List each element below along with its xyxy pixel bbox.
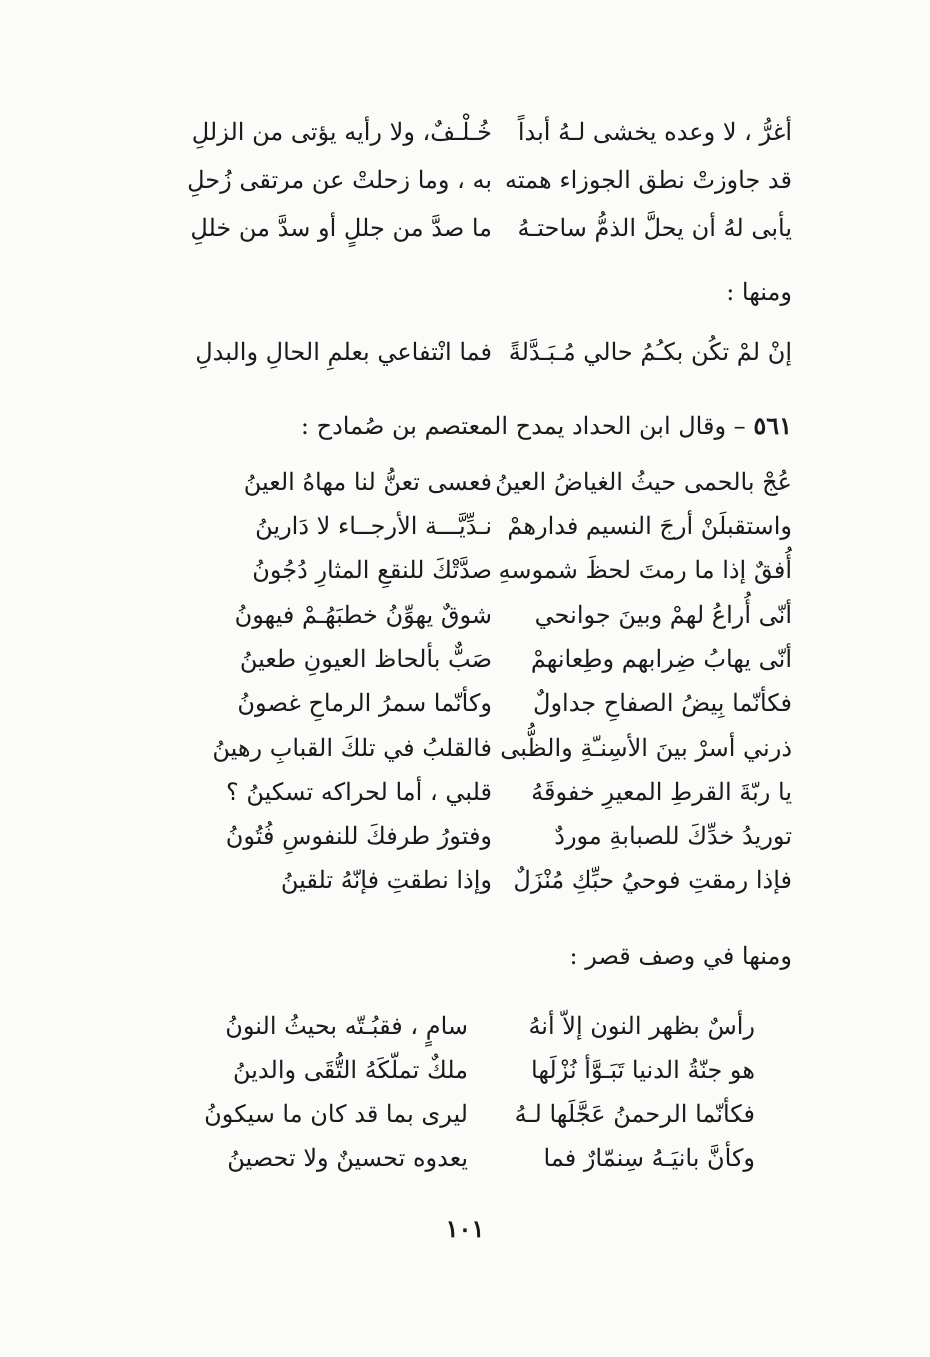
verse-first-hemistich: قد جاوزتْ نطق الجوزاء همته <box>505 166 792 194</box>
verse-second-hemistich: قلبي ، أما لحراكه تسكينُ ؟ <box>226 778 492 806</box>
verse-second-hemistich: نـدِّيَّـــة الأرجــاء لا دَارينُ <box>255 512 492 540</box>
verse-first-hemistich: أنّى أُراعُ لهمْ وبينَ جوانحي <box>534 601 792 629</box>
verse-first-hemistich: يا ربّةَ القرطِ المعيرِ خفوقَهُ <box>531 778 792 806</box>
verse-first-hemistich: فكأنّما بِيضُ الصفاحِ جداولٌ <box>533 689 792 717</box>
verse-first-hemistich: فإذا رمقتِ فوحيُ حبِّكِ مُنْزَلٌ <box>513 866 792 894</box>
verse-second-hemistich: وفتورُ طرفكَ للنفوسِ فُتُونُ <box>225 822 492 850</box>
verse-first-hemistich: توريدُ خدِّكَ للصبابةِ موردٌ <box>554 822 792 850</box>
verse-second-hemistich: خُـلْـفٌ، ولا رأيه يؤتى من الزللِ <box>191 118 492 146</box>
verse-second-hemistich: فعسى تعنُّ لنا مهاهُ العينُ <box>243 468 492 496</box>
verse-second-hemistich: يعدوه تحسينٌ ولا تحصينُ <box>227 1144 468 1172</box>
verse-first-hemistich: هو جنّةُ الدنيا تَبَـوَّأ نُزْلَها <box>531 1056 755 1084</box>
verse-first-hemistich: ذرني أسرْ بينَ الأسِنـّةِ والظُّبى <box>500 734 792 762</box>
verse-second-hemistich: به ، وما زحلتْ عن مرتقى زُحلِ <box>187 166 492 194</box>
section-label: ومنها في وصف قصر : <box>569 942 792 970</box>
verse-second-hemistich: فما انْتفاعي بعلمِ الحالِ والبدلِ <box>195 338 492 366</box>
page-number: ١٠١ <box>445 1214 485 1243</box>
verse-second-hemistich: فالقلبُ في تلكَ القبابِ رهينُ <box>212 734 492 762</box>
verse-first-hemistich: أغرُّ ، لا وعده يخشى لـهُ أبداً <box>517 118 792 146</box>
verse-second-hemistich: وكأنّما سمرُ الرماحِ غصونُ <box>237 689 492 717</box>
poem-heading <box>300 411 792 440</box>
verse-first-hemistich: فكأنّما الرحمنُ عَجَّلَها لـهُ <box>514 1100 755 1128</box>
verse-first-hemistich: رأسٌ بظهر النون إلاّ أنهُ <box>528 1012 755 1040</box>
verse-second-hemistich: ما صدَّ من جللٍ أو سدَّ من خللِ <box>190 214 492 242</box>
verse-second-hemistich: ملكٌ تملّكَهُ التُّقَى والدينُ <box>232 1056 468 1084</box>
verse-second-hemistich: سامٍ ، فقبُـتّه بحيثُ النونُ <box>225 1012 468 1040</box>
section-label: ومنها : <box>726 278 792 306</box>
verse-second-hemistich: ليرى بما قد كان ما سيكونُ <box>204 1100 468 1128</box>
poem-heading-text: – وقال ابن الحداد يمدح المعتصم بن صُمادح : <box>300 412 746 440</box>
verse-first-hemistich: عُجْ بالحمى حيثُ الغياضُ العينُ <box>495 468 792 496</box>
verse-first-hemistich: يأبى لهُ أن يحلَّ الذمُّ ساحتـهُ <box>517 214 792 242</box>
verse-second-hemistich: وإذا نطقتِ فإنّهُ تلقينُ <box>280 866 492 894</box>
poem-number: ٥٦١ <box>753 411 792 440</box>
verse-first-hemistich: وكأنَّ بانيَـهُ سِنمّارٌ فما <box>543 1144 755 1172</box>
verse-first-hemistich: أنّى يهابُ ضِرابهم وطِعانهمْ <box>530 645 792 673</box>
verse-second-hemistich: صدَّتْكَ للنقعِ المثارِ دُجُونُ <box>252 556 492 584</box>
verse-first-hemistich: أُفقٌ إذا ما رمتَ لحظَ شموسهِ <box>498 556 792 584</box>
verse-second-hemistich: شوقٌ يهوِّنُ خطبَهُـمْ فيهونُ <box>234 601 492 629</box>
verse-first-hemistich: واستقبلَنْ أرجَ النسيم فدارهمْ <box>507 512 792 540</box>
verse-second-hemistich: صَبٌّ بألحاظ العيونِ طعينُ <box>239 645 492 673</box>
verse-first-hemistich: إنْ لمْ تكُن بكـُمُ حالي مُـبَـدَّلةً <box>508 338 792 366</box>
